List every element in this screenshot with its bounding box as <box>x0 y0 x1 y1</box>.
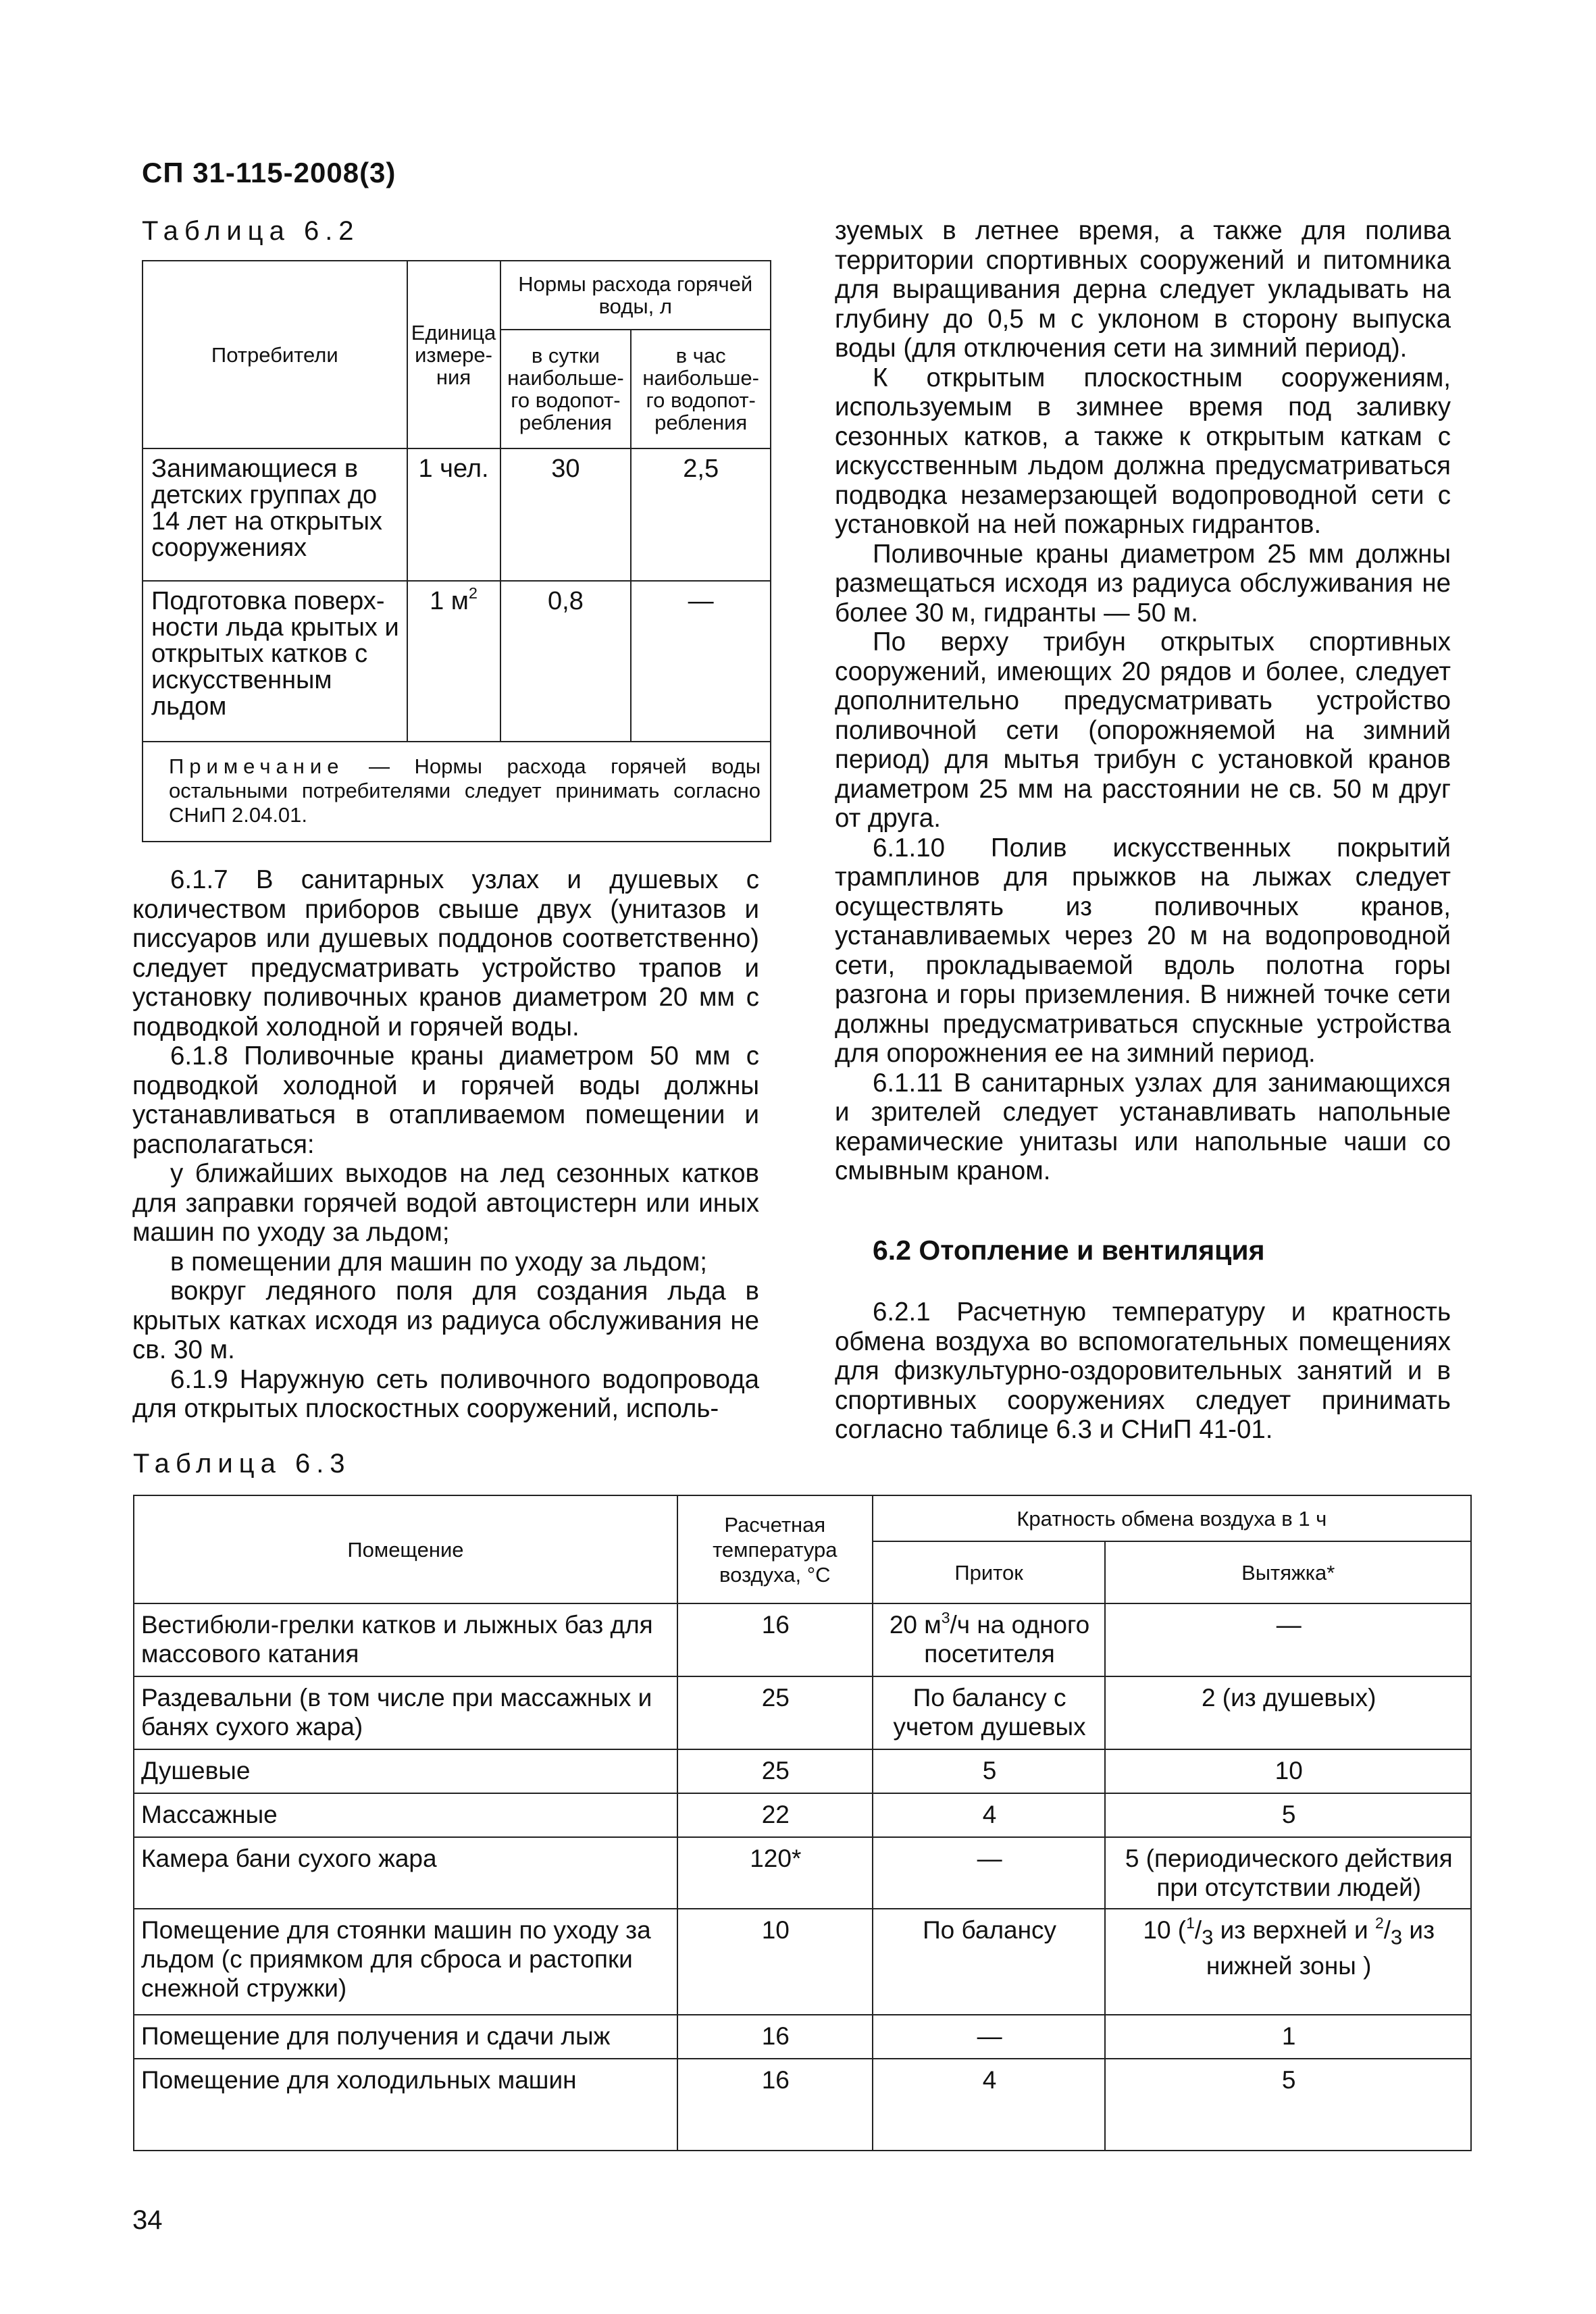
paragraph-6-1-8: 6.1.8 Поливочные краны диаметром 50 мм с подводкой холодной и горячей воды должны устанавливаться в отапливаемом помещении и располагаться: <box>132 1042 759 1159</box>
paragraph: К открытым плоскостным сооружениям, используемым в зимнее время под заливку сезонных катков, а также к открытым каткам с искусственным льдом должна предусматриваться подводка незамерзающей водопроводной сети с установкой на ней пожарных гидрантов. <box>835 363 1451 539</box>
exhaust-cell: — <box>1105 1603 1471 1676</box>
room-cell: Раздевальни (в том числе при массажных и банях сухого жара) <box>134 1676 677 1749</box>
header-room: Помещение <box>134 1495 677 1603</box>
temp-cell: 10 <box>677 1909 873 2015</box>
document-code-header: СП 31-115-2008(3) <box>142 157 396 188</box>
page-number: 34 <box>132 2205 163 2235</box>
header-norms: Нормы расхода горячей воды, л <box>500 261 771 330</box>
right-text-column <box>835 216 1451 1445</box>
table-note-row <box>143 742 771 842</box>
per-hour-cell: 2,5 <box>631 448 771 581</box>
table-row <box>134 1793 1471 1837</box>
paragraph: Поливочные краны диаметром 25 мм должны размещаться исходя из радиуса обслуживания не более 30 м, гидранты — 50 м. <box>835 539 1451 627</box>
per-day-cell: 30 <box>500 448 632 581</box>
paragraph-6-1-7: 6.1.7 В санитарных узлах и душевых с количеством приборов свыше двух (унитазов и писсуаров или душевых поддонов соответственно) следует предусматривать устройство трапов и установку поливочных кранов диаметром 20 мм с подводкой холодной и горячей воды. <box>132 865 759 1042</box>
consumer-cell: Занимающиеся в детских группах до 14 лет на открытых сооружениях <box>143 448 407 581</box>
exhaust-cell: 5 (периодического действия при отсутствии людей) <box>1105 1837 1471 1909</box>
table-row <box>134 2059 1471 2151</box>
section-heading: 6.2 Отопление и вентиляция <box>873 1234 1265 1266</box>
table-row <box>134 1909 1471 2015</box>
room-cell: Помещение для получения и сдачи лыж <box>134 2015 677 2059</box>
temp-cell: 16 <box>677 2015 873 2059</box>
per-hour-cell: — <box>631 581 771 742</box>
supply-cell: 4 <box>873 1793 1106 1837</box>
room-cell: Камера бани сухого жара <box>134 1837 677 1909</box>
paragraph-6-1-11: 6.1.11 В санитарных узлах для занимающихся и зрителей следует устанавливать напольные керамические унитазы или напольные чаши со смывным краном. <box>835 1068 1451 1185</box>
supply-cell: — <box>873 1837 1106 1909</box>
header-air-exchange: Кратность обмена воздуха в 1 ч <box>873 1495 1471 1541</box>
exhaust-cell: 1 <box>1105 2015 1471 2059</box>
exhaust-cell: 5 <box>1105 1793 1471 1837</box>
supply-cell: 20 $м^3/ч$ на одного посетителя <box>873 1603 1106 1676</box>
header-per-day: в сутки наибольше-го водопот-ребления <box>500 330 632 448</box>
exhaust-cell: 2 (из душевых) <box>1105 1676 1471 1749</box>
room-cell: Вестибюли-грелки катков и лыжных баз для массового катания <box>134 1603 677 1676</box>
exhaust-cell: 10 ($^1/_3$ из верхней и $^2/_3$ из нижней зоны ) <box>1105 1909 1471 2015</box>
temp-cell: 16 <box>677 1603 873 1676</box>
supply-cell: 4 <box>873 2059 1106 2151</box>
table-6-3 <box>133 1495 1472 2151</box>
list-item: у ближайших выходов на лед сезонных катков для заправки горячей водой автоцистерн или иных машин по уходу за льдом; <box>132 1159 759 1247</box>
supply-cell: По балансу <box>873 1909 1106 2015</box>
table-note: Примечание — Нормы расхода горячей воды остальными потребителями следует принимать согласно СНиП 2.04.01. <box>143 742 771 842</box>
table-row <box>134 1676 1471 1749</box>
header-supply: Приток <box>873 1541 1106 1603</box>
paragraph-continuation: зуемых в летнее время, а также для полива территории спортивных сооружений и питомника для выращивания дерна следует укладывать на глубину до 0,5 м с уклоном в сторону выпуска воды (для отключения сети на зимний период). <box>835 216 1451 363</box>
per-day-cell: 0,8 <box>500 581 632 742</box>
paragraph-6-1-9: 6.1.9 Наружную сеть поливочного водопровода для открытых плоскостных сооружений, исполь- <box>132 1364 759 1423</box>
temp-cell: 25 <box>677 1676 873 1749</box>
paragraph-6-1-10: 6.1.10 Полив искусственных покрытий трамплинов для прыжков на лыжах следует осуществлять из поливочных кранов, устанавливаемых через 20 м на водопроводной сети, прокладываемой вдоль полотна горы разгона и горы приземления. В нижней точке сети должны предусматриваться спускные устройства для опорожнения ее на зимний период. <box>835 833 1451 1068</box>
header-consumers: Потребители <box>143 261 407 448</box>
header-per-hour: в час наибольше-го водопот-ребления <box>631 330 771 448</box>
exhaust-cell: 10 <box>1105 1749 1471 1793</box>
supply-cell: — <box>873 2015 1106 2059</box>
consumer-cell: Подготовка поверх-ности льда крытых и открытых катков с искусственным льдом <box>143 581 407 742</box>
header-temperature: Расчетная температура воздуха, °С <box>677 1495 873 1603</box>
temp-cell: 120* <box>677 1837 873 1909</box>
supply-cell: По балансу с учетом душевых <box>873 1676 1106 1749</box>
unit-cell: 1 чел. <box>407 448 500 581</box>
temp-cell: 16 <box>677 2059 873 2151</box>
supply-cell: 5 <box>873 1749 1106 1793</box>
table-row <box>134 1749 1471 1793</box>
table-row <box>143 448 771 581</box>
room-cell: Помещение для холодильных машин <box>134 2059 677 2151</box>
table-row <box>134 2015 1471 2059</box>
temp-cell: 22 <box>677 1793 873 1837</box>
table-row <box>134 1603 1471 1676</box>
room-cell: Массажные <box>134 1793 677 1837</box>
table-6-2 <box>142 260 771 842</box>
left-text-column <box>132 865 759 1424</box>
header-exhaust: Вытяжка* <box>1105 1541 1471 1603</box>
room-cell: Помещение для стоянки машин по уходу за льдом (с приямком для сброса и растопки снежной стружки) <box>134 1909 677 2015</box>
room-cell: Душевые <box>134 1749 677 1793</box>
temp-cell: 25 <box>677 1749 873 1793</box>
unit-cell: 1 $м^2$ <box>407 581 500 742</box>
table-6-3-caption: Таблица 6.3 <box>133 1449 351 1479</box>
table-6-2-caption: Таблица 6.2 <box>142 216 360 246</box>
list-item: вокруг ледяного поля для создания льда в крытых катках исходя из радиуса обслуживания не св. 30 м. <box>132 1277 759 1364</box>
list-item: в помещении для машин по уходу за льдом; <box>170 1247 707 1277</box>
paragraph-6-2-1: 6.2.1 Расчетную температуру и кратность обмена воздуха во вспомогательных помещениях для физкультурно-оздоровительных занятий и в спортивных сооружениях следует принимать согласно таблице 6.3 и СНиП 41-01. <box>835 1297 1451 1444</box>
header-unit: Единица измере-ния <box>407 261 500 448</box>
exhaust-cell: 5 <box>1105 2059 1471 2151</box>
table-row <box>143 581 771 742</box>
paragraph: По верху трибун открытых спортивных сооружений, имеющих 20 рядов и более, следует дополнительно предусматривать устройство поливочной сети (опорожняемой на зимний период) для мытья трибун с установкой кранов диаметром 25 мм на расстоянии не св. 50 м друг от друга. <box>835 627 1451 833</box>
table-row <box>134 1837 1471 1909</box>
